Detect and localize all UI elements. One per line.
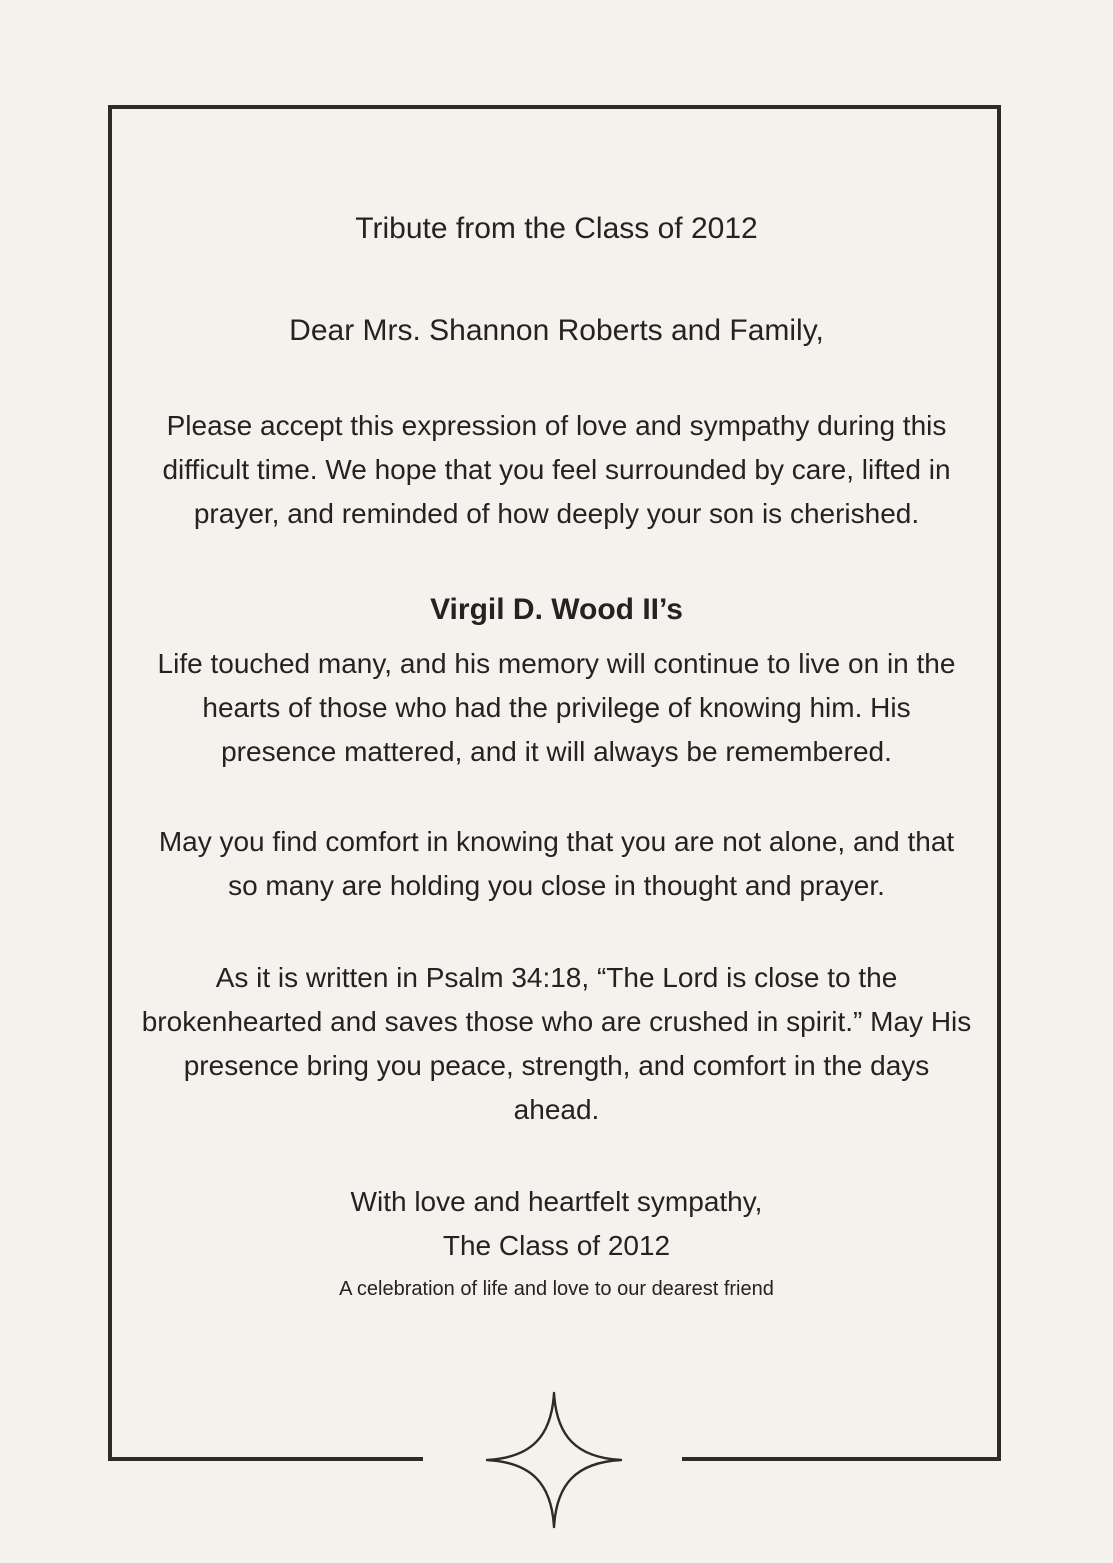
- card-border-bottom-right: [682, 1457, 1001, 1461]
- paragraph-line: As it is written in Psalm 34:18, “The Lord is close to the: [215, 962, 898, 993]
- paragraph-line: difficult time. We hope that you feel surrounded by care, lifted in: [162, 454, 951, 485]
- closing-signature: [0, 1180, 1113, 1268]
- paragraph-line: ahead.: [513, 1094, 600, 1125]
- card-border-bottom-left: [108, 1457, 423, 1461]
- paragraph-line: prayer, and reminded of how deeply your son is cherished.: [193, 498, 920, 529]
- paragraph-line: so many are holding you close in thought and prayer.: [228, 870, 885, 901]
- paragraph-line: Please accept this expression of love and sympathy during this: [166, 410, 947, 441]
- paragraph-line: presence bring you peace, strength, and comfort in the days: [183, 1050, 930, 1081]
- page-title: Tribute from the Class of 2012: [355, 212, 758, 245]
- honoree-name: Virgil D. Wood II’s: [430, 593, 683, 626]
- tribute-card: [0, 207, 1113, 1306]
- salutation: Dear Mrs. Shannon Roberts and Family,: [289, 314, 824, 347]
- paragraph-memory: [0, 642, 1113, 774]
- closing-line: With love and heartfelt sympathy,: [350, 1186, 763, 1217]
- sparkle-star-icon: [484, 1390, 624, 1530]
- paragraph-psalm: [0, 956, 1113, 1132]
- closing-line: The Class of 2012: [442, 1230, 671, 1261]
- card-border-top: [108, 105, 1001, 109]
- paragraph-line: Life touched many, and his memory will continue to live on in the: [157, 648, 956, 679]
- paragraph-sympathy: [0, 404, 1113, 536]
- paragraph-line: presence mattered, and it will always be remembered.: [221, 736, 892, 767]
- paragraph-line: brokenhearted and saves those who are crushed in spirit.” May His: [141, 1006, 972, 1037]
- paragraph-line: hearts of those who had the privilege of knowing him. His: [202, 692, 911, 723]
- paragraph-line: May you find comfort in knowing that you are not alone, and that: [158, 826, 955, 857]
- paragraph-comfort: [0, 820, 1113, 908]
- footer-note: A celebration of life and love to our dearest friend: [339, 1278, 774, 1300]
